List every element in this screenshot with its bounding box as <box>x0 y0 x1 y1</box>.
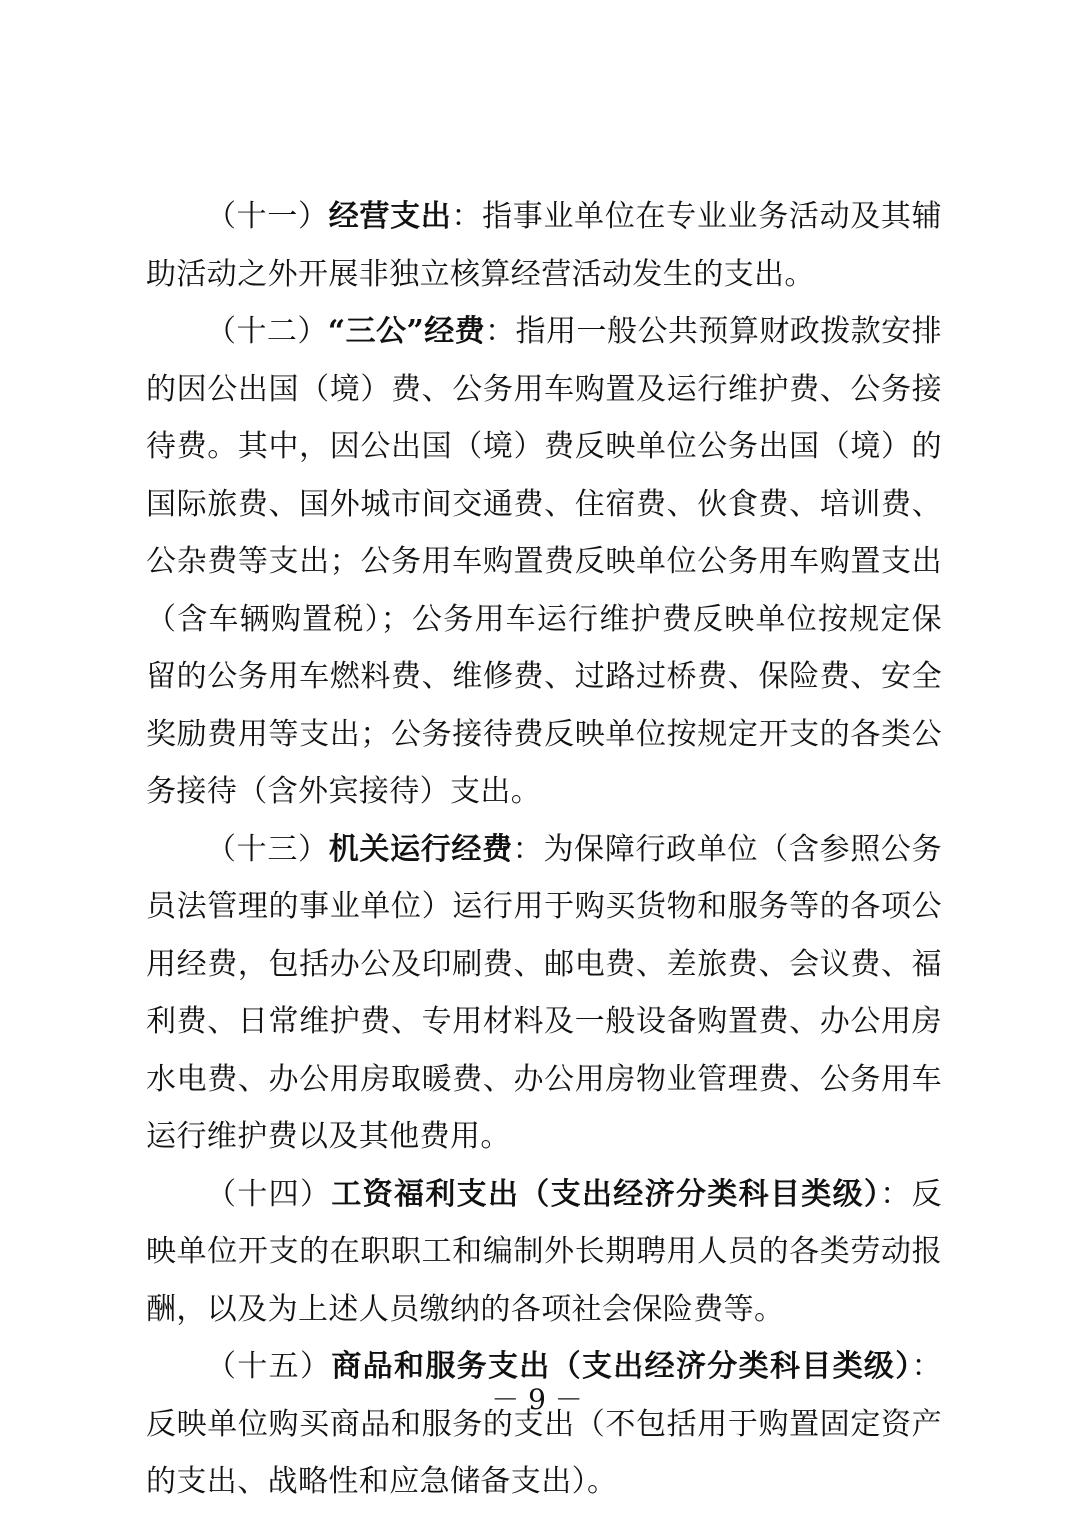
paragraph-wages-welfare <box>146 1166 942 1339</box>
paragraph-agency-operating-funds <box>146 821 942 1166</box>
paragraph-heading: 工资福利支出（支出经济分类科目类级） <box>331 1176 881 1212</box>
page-number: － 9 － <box>491 1383 583 1416</box>
paragraph-number: （十四） <box>206 1176 332 1212</box>
paragraph-text: ：指用一般公共预算财政拨款安排的因公出国（境）费、公务用车购置及运行维护费、公务接待费。其中，因公出国（境）费反映单位公务出国（境）的国际旅费、国外城市间交通费、住宿费、伙食费、培训费、公杂费等支出；公务用车购置费反映单位公务用车购置支出（含车辆购置税）；公务用车运行维护费反映单位按规定保留的公务用车燃料费、维修费、过路过桥费、保险费、安全奖励费用等支出；公务接待费反映单位按规定开支的各类公务接待（含外宾接待）支出。 <box>146 314 942 809</box>
paragraph-number: （十二） <box>206 314 328 349</box>
paragraph-heading: “三公”经费 <box>327 314 486 349</box>
paragraph-heading: 机关运行经费 <box>328 831 513 867</box>
paragraph-operating-expenditure <box>146 188 942 303</box>
paragraph-three-public-expenses <box>146 303 942 821</box>
paragraph-number: （十一） <box>206 199 329 234</box>
paragraph-heading: 商品和服务支出（支出经济分类科目类级） <box>331 1349 912 1384</box>
paragraph-text: ：反映单位开支的在职职工和编制外长期聘用人员的各类劳动报酬，以及为上述人员缴纳的各项社会保险费等。 <box>146 1176 942 1327</box>
paragraph-number: （十五） <box>206 1349 332 1384</box>
paragraph-heading: 经营支出 <box>328 199 452 234</box>
paragraph-goods-services <box>146 1338 942 1511</box>
paragraph-text: ：为保障行政单位（含参照公务员法管理的事业单位）运行用于购买货物和服务等的各项公用经费，包括办公及印刷费、邮电费、差旅费、会议费、福利费、日常维护费、专用材料及一般设备购置费、办公用房水电费、办公用房取暖费、办公用房物业管理费、公务用车运行维护费以及其他费用。 <box>146 831 942 1154</box>
paragraph-text: ：指事业单位在专业业务活动及其辅助活动之外开展非独立核算经营活动发生的支出。 <box>146 199 942 292</box>
paragraph-text: ：反映单位购买商品和服务的支出（不包括用于购置固定资产的支出、战略性和应急储备支出）。 <box>146 1349 942 1499</box>
paragraph-number: （十三） <box>206 831 329 867</box>
document-body <box>146 188 942 1511</box>
